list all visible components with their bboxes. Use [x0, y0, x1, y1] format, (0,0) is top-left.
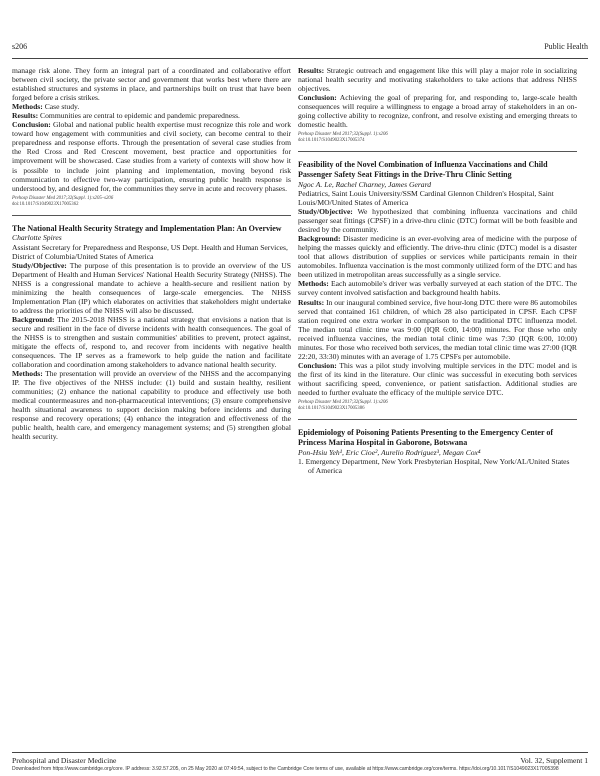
article-title: Feasibility of the Novel Combination of Influenza Vaccinations and Child Passenger Safety Seat Fittings in the Drive-Thru Clinic Setting [298, 160, 548, 180]
conclusion-paragraph: Conclusion: Achieving the goal of preparing for, and responding to, large-scale health consequences will require a willingness to engage a broad array of stakeholders in an on-going collective ability to recognize, confront, and resolve existing and emerging threats to domestic health. [298, 93, 577, 130]
doi: doi:10.1017/S1049023X17005362 [12, 201, 79, 207]
journal-name: Prehospital and Disaster Medicine [12, 756, 117, 765]
abstract-separator [12, 215, 291, 216]
footer-rule [12, 752, 588, 753]
citation: Prehosp Disaster Med 2017;32(Suppl. 1):s205–s206 [12, 195, 114, 201]
left-column [12, 66, 291, 442]
methods-paragraph: Methods: The presentation will provide an overview of the NHSS and the accompanying IP. The five objectives of the NHSS include: (1) build and sustain healthy, resilient communities; (2) enhance the national capability to produce and effectively use both medical countermeasures and non-pharmaceutical interventions; (3) ensure comprehensive health situational awareness to support decision making before incidents and during response and recovery operations; (4) enhance the integration and effectiveness of the public health, health care, and emergency management systems; and (5) strengthen global health security. [12, 369, 291, 442]
continued-paragraph: manage risk alone. They form an integral part of a coordinated and collaborative effort between civil society, the private sector and government that works best where there are established structures and systems in place, and partnerships built on trust that have been forged before a crisis strikes. [12, 66, 291, 103]
study-objective-paragraph: Study/Objective: The purpose of this presentation is to provide an overview of the US Department of Health and Human Services' National Health Security Strategy (NHSS). The NHSS is a congressional mandate to achieve a health-secure and resilient nation by minimizing the health consequences of large-scale emergencies. The NHSS Implementation Plan (IP) which elaborates on activities that stakeholders might undertake to address the priorities of the NHSS will also be discussed. [12, 260, 291, 315]
running-header [12, 42, 588, 56]
article-authors: Ngoc A. Le, Rachel Charney, James Gerard [298, 179, 432, 189]
results-paragraph: Results: In our inaugural combined service, five hour-long DTC there were 86 automobiles served that contained 161 children, of which 28 also participated in CPSF. Each CPSF station required one extra worker in comparison to the traditional DTC influenza model. The median total clinic time was 9:00 (IQR 6:00, 14:00) minutes. For those who only received influenza vaccines, the median total clinic time was 7:30 (IQR 6:00, 10:00) minutes. For those who received both services, the median total clinic time was 27:00 (IQR 22:20, 33:30) minutes with an average of 1.75 CPSFs per automobile. [298, 297, 577, 361]
journal-section: Public Health [544, 42, 588, 51]
volume-info: Vol. 32, Supplement 1 [520, 756, 588, 765]
citation: Prehosp Disaster Med 2017;32(Suppl. 1):s206 [298, 132, 388, 138]
abstract-separator [298, 151, 577, 152]
results-paragraph: Results: Communities are central to epidemic and pandemic preparedness. [12, 111, 240, 121]
doi: doi:10.1017/S1049023X17005386 [298, 406, 365, 412]
header-rule [12, 58, 588, 59]
citation: Prehosp Disaster Med 2017;32(Suppl. 1):s206 [298, 400, 388, 406]
methods-paragraph: Methods: Case study. [12, 102, 80, 112]
article-author: Charlotte Spires [12, 233, 62, 243]
study-objective-paragraph: Study/Objective: We hypothesized that combining influenza vaccinations and child passenger seat fittings (CPSF) in a drive-thru clinic (DTC) format will be both feasible and desired by the community. [298, 207, 577, 235]
background-paragraph: Background: The 2015-2018 NHSS is a national strategy that envisions a nation that is secure and resilient in the face of diverse incidents with health consequences. The goal of the NHSS is to strengthen and sustain communities' abilities to prevent, protect against, mitigate the effects of, respond to, and recover from incidents with negative health consequences. The IP serves as a framework to help guide the nation and facilitate collaboration and coordination among stakeholders to advance national health security. [12, 314, 291, 370]
doi: doi:10.1017/S1049023X17005374 [298, 138, 365, 144]
article-title: Epidemiology of Poisoning Patients Presenting to the Emergency Center of Princess Marina Hospital in Gaborone, Botswana [298, 428, 554, 447]
methods-paragraph: Methods: Each automobile's driver was verbally surveyed at each station of the DTC. The survey content involved satisfaction and background health habits. [298, 279, 577, 298]
abstract-separator [298, 419, 577, 420]
background-paragraph: Background: Disaster medicine is an ever-evolving area of medicine with the purpose of helping the masses quickly and efficiently. The drive-thru clinic (DTC) model is a disaster tool that allows distribution of supplies or services while participants remain in their automobiles. Influenza vaccination is the most commonly utilized form of the DTC and has been utilized in metropolitan areas successfully as a single service. [298, 234, 577, 280]
article-affiliation: 1. Emergency Department, New York Presbyterian Hospital, New York/AL/United States of America [298, 456, 570, 475]
conclusion-paragraph: Conclusion: This was a pilot study involving multiple services in the DTC model and is the first of its kind in the literature. Our clinic was successful in executing both services without sacrificing speed, convenience, or patient satisfaction. Additional studies are needed to further evaluate the efficacy of the multiple service DTC. [298, 360, 577, 397]
page-number: s206 [12, 42, 28, 51]
conclusion-paragraph: Conclusion: Global and national public health expertise must recognize this role and work toward how engagement with communities and civil society, can become central to their preparedness and response efforts. Through the presentation of several case studies from the Red Cross and Red Crescent movement, best practice and opportunities for improvement will be showcased. Case studies from a variety of contexts will show how it is possible to include joint planning and implementation, moving beyond risk communication to effective two-way participation, ensuring public health response is understood by, and designed for, the communities they serve in acute and recovery phases. [12, 120, 291, 193]
download-notice: Downloaded from https://www.cambridge.org/core. IP address: 3.92.57.205, on 25 May 2020 at 07:49:54, subject to the Cambridge Core terms of use, available at https://www.cambridge.org/core/terms. https://doi.org/10.1017/S1049023X17005398 [12, 766, 559, 772]
article-affiliation: Assistant Secretary for Preparedness and Response, US Dept. Health and Human Services, District of Columbia/United States of America [12, 242, 288, 261]
article-authors: Pon-Hsiu Yeh¹, Eric Cioe², Aurelio Rodriguez³, Megan Cox⁴ [298, 447, 481, 457]
right-column [298, 66, 577, 475]
article-affiliation: Pediatrics, Saint Louis University/SSM Cardinal Glennon Children's Hospital, Saint Louis/MO/United States of America [298, 188, 554, 208]
article-title: The National Health Security Strategy and Implementation Plan: An Overview [12, 223, 282, 233]
results-paragraph: Results: Strategic outreach and engagement like this will play a major role in socializing national health security and motivating stakeholders to take actions that address NHSS objectives. [298, 66, 577, 94]
